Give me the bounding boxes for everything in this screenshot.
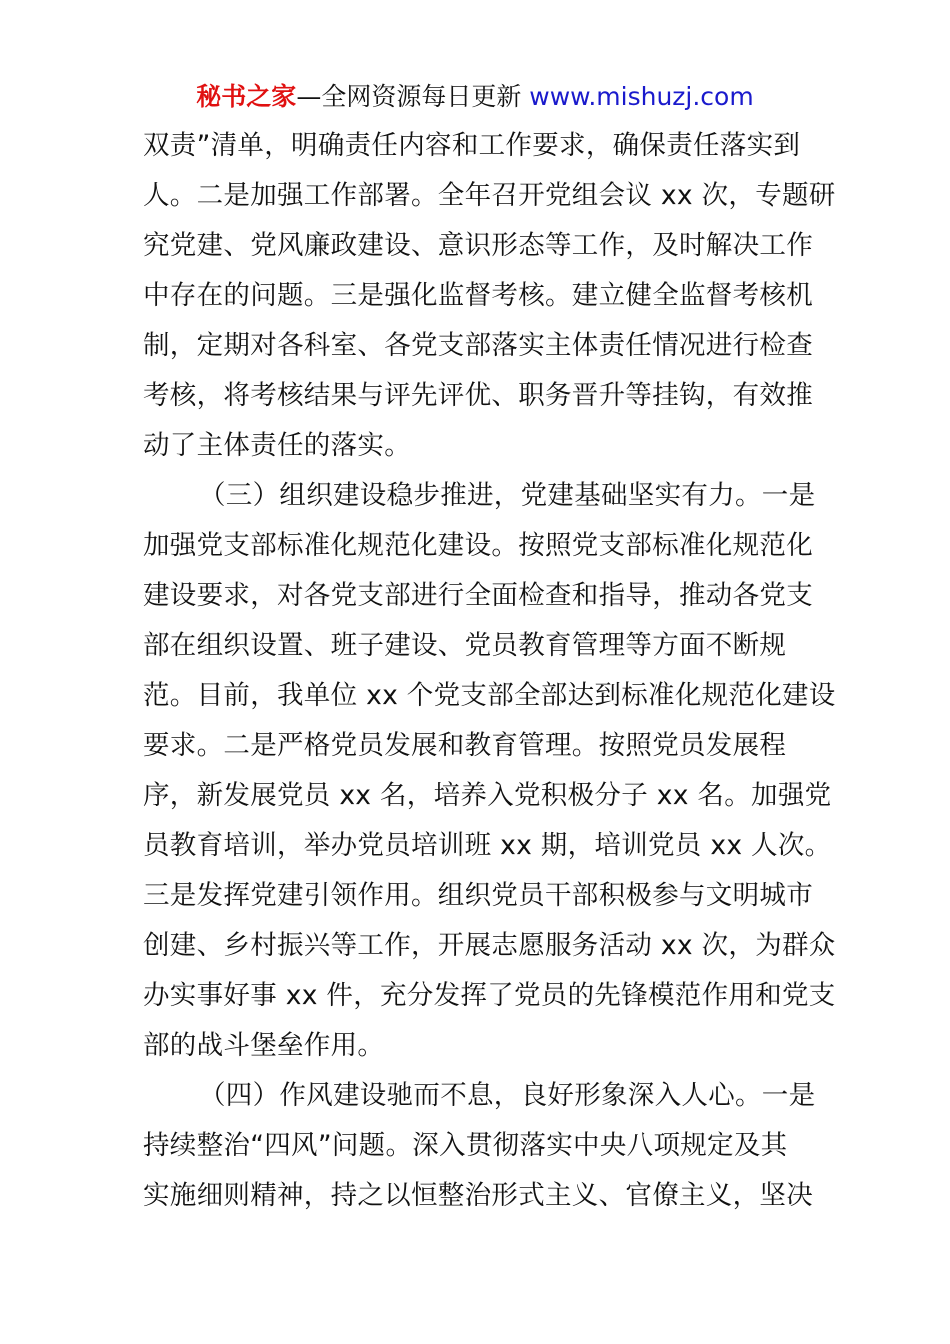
text-line: 部的战斗堡垒作用。	[143, 1030, 385, 1061]
text-line: 要求。二是严格党员发展和教育管理。按照党员发展程	[143, 730, 787, 761]
site-brand: 秘书之家	[196, 82, 297, 111]
paragraph-heading-line: （三）组织建设稳步推进，党建基础坚实有力。一是	[199, 480, 816, 511]
text-line: 办实事好事 xx 件，充分发挥了党员的先锋模范作用和党支	[143, 980, 836, 1011]
text-line: 三是发挥党建引领作用。组织党员干部积极参与文明城市	[143, 880, 813, 911]
text-line: 持续整治“四风”问题。深入贯彻落实中央八项规定及其	[143, 1130, 788, 1161]
text-line: 实施细则精神，持之以恒整治形式主义、官僚主义，坚决	[143, 1180, 813, 1211]
site-url[interactable]: www.mishuzj.com	[529, 82, 754, 111]
text-line: 考核，将考核结果与评先评优、职务晋升等挂钩，有效推	[143, 380, 813, 411]
text-line: 序，新发展党员 xx 名，培养入党积极分子 xx 名。加强党	[143, 780, 832, 811]
text-line: 动了主体责任的落实。	[143, 430, 411, 461]
text-line: 制，定期对各科室、各党支部落实主体责任情况进行检查	[143, 330, 813, 361]
text-line: 创建、乡村振兴等工作，开展志愿服务活动 xx 次，为群众	[143, 930, 836, 961]
text-line: 人。二是加强工作部署。全年召开党组会议 xx 次，专题研	[143, 180, 836, 211]
document-body	[143, 121, 836, 1221]
text-line: 部在组织设置、班子建设、党员教育管理等方面不断规	[143, 630, 787, 661]
text-line: 双责”清单，明确责任内容和工作要求，确保责任落实到	[143, 130, 801, 161]
site-header	[0, 80, 950, 114]
text-line: 建设要求，对各党支部进行全面检查和指导，推动各党支	[143, 580, 813, 611]
site-tagline: —全网资源每日更新	[296, 82, 522, 111]
paragraph-heading-line: （四）作风建设驰而不息，良好形象深入人心。一是	[199, 1080, 816, 1111]
text-line: 员教育培训，举办党员培训班 xx 期，培训党员 xx 人次。	[143, 830, 832, 861]
text-line: 范。目前，我单位 xx 个党支部全部达到标准化规范化建设	[143, 680, 836, 711]
text-line: 加强党支部标准化规范化建设。按照党支部标准化规范化	[143, 530, 813, 561]
text-line: 究党建、党风廉政建设、意识形态等工作，及时解决工作	[143, 230, 813, 261]
text-line: 中存在的问题。三是强化监督考核。建立健全监督考核机	[143, 280, 813, 311]
